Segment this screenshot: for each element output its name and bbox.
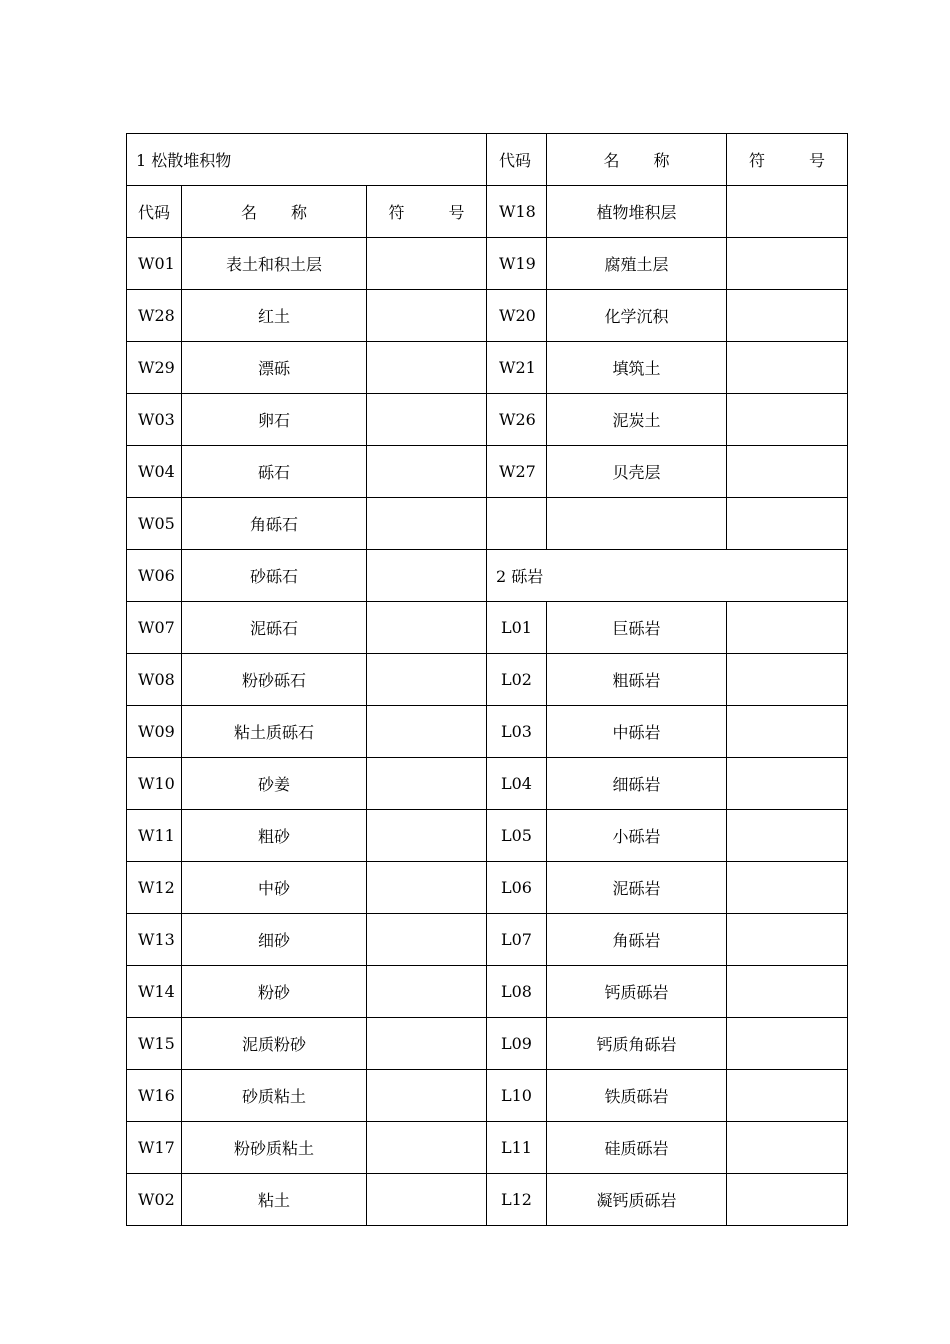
- right-name-cell: 钙质砾岩: [547, 966, 727, 1018]
- right-name-cell: 中砾岩: [547, 706, 727, 758]
- right-symbol-cell: [727, 1070, 848, 1122]
- left-name-cell: 砂质粘土: [182, 1070, 367, 1122]
- right-code-cell: L02: [487, 654, 547, 706]
- left-name-cell: 粉砂: [182, 966, 367, 1018]
- left-code-cell: W14: [127, 966, 182, 1018]
- left-symbol-cell: [367, 654, 487, 706]
- header-code-right: 代码: [487, 134, 547, 186]
- right-code-cell: L09: [487, 1018, 547, 1070]
- right-code-cell: L01: [487, 602, 547, 654]
- right-code-cell: W26: [487, 394, 547, 446]
- right-symbol-cell: [727, 914, 848, 966]
- left-name-cell: 砂砾石: [182, 550, 367, 602]
- table-row: [127, 862, 848, 914]
- right-name-cell: 细砾岩: [547, 758, 727, 810]
- left-symbol-cell: [367, 706, 487, 758]
- section-title-conglomerate: 2 砾岩: [487, 550, 848, 602]
- left-code-cell: W15: [127, 1018, 182, 1070]
- right-symbol-cell: [727, 446, 848, 498]
- lithology-code-table: [126, 133, 848, 1226]
- left-code-cell: W16: [127, 1070, 182, 1122]
- right-name-cell: 泥炭土: [547, 394, 727, 446]
- right-code-cell: W21: [487, 342, 547, 394]
- right-symbol-cell: [727, 758, 848, 810]
- left-symbol-cell: [367, 758, 487, 810]
- right-code-cell: L08: [487, 966, 547, 1018]
- right-code-cell: L05: [487, 810, 547, 862]
- header-name-right: 名 称: [547, 134, 727, 186]
- left-name-cell: 粉砂砾石: [182, 654, 367, 706]
- left-symbol-cell: [367, 1122, 487, 1174]
- left-code-cell: W04: [127, 446, 182, 498]
- right-name-cell: 泥砾岩: [547, 862, 727, 914]
- left-symbol-cell: [367, 810, 487, 862]
- right-symbol-cell: [727, 602, 848, 654]
- table-row: [127, 394, 848, 446]
- header-symbol-right: 符 号: [727, 134, 848, 186]
- table-row: [127, 602, 848, 654]
- left-code-cell: W06: [127, 550, 182, 602]
- header-name-left: 名 称: [182, 186, 367, 238]
- right-symbol-cell: [727, 186, 848, 238]
- table-row: [127, 654, 848, 706]
- right-symbol-cell: [727, 810, 848, 862]
- right-code-cell: W27: [487, 446, 547, 498]
- left-code-cell: W10: [127, 758, 182, 810]
- right-name-cell: 填筑土: [547, 342, 727, 394]
- left-symbol-cell: [367, 602, 487, 654]
- table-row: [127, 914, 848, 966]
- left-name-cell: 粉砂质粘土: [182, 1122, 367, 1174]
- right-name-cell: 硅质砾岩: [547, 1122, 727, 1174]
- table-row: [127, 1122, 848, 1174]
- left-symbol-cell: [367, 966, 487, 1018]
- left-symbol-cell: [367, 342, 487, 394]
- left-name-cell: 砾石: [182, 446, 367, 498]
- right-code-cell: L04: [487, 758, 547, 810]
- left-name-cell: 泥质粉砂: [182, 1018, 367, 1070]
- right-code-cell: W19: [487, 238, 547, 290]
- right-name-cell: 化学沉积: [547, 290, 727, 342]
- right-name-cell: 铁质砾岩: [547, 1070, 727, 1122]
- table-row: [127, 238, 848, 290]
- left-symbol-cell: [367, 1018, 487, 1070]
- table-row: [127, 706, 848, 758]
- left-symbol-cell: [367, 446, 487, 498]
- left-code-cell: W29: [127, 342, 182, 394]
- right-code-cell: W20: [487, 290, 547, 342]
- right-code-cell: L03: [487, 706, 547, 758]
- left-name-cell: 粗砂: [182, 810, 367, 862]
- left-code-cell: W09: [127, 706, 182, 758]
- right-name-cell: 贝壳层: [547, 446, 727, 498]
- right-name-cell: 小砾岩: [547, 810, 727, 862]
- table-row: [127, 186, 848, 238]
- right-symbol-cell: [727, 238, 848, 290]
- left-code-cell: W17: [127, 1122, 182, 1174]
- table-row: [127, 1018, 848, 1070]
- left-name-cell: 卵石: [182, 394, 367, 446]
- left-code-cell: W03: [127, 394, 182, 446]
- left-symbol-cell: [367, 550, 487, 602]
- left-code-cell: W05: [127, 498, 182, 550]
- left-name-cell: 粘土质砾石: [182, 706, 367, 758]
- header-symbol-left: 符 号: [367, 186, 487, 238]
- left-name-cell: 砂姜: [182, 758, 367, 810]
- right-symbol-cell: [727, 394, 848, 446]
- right-name-cell: 角砾岩: [547, 914, 727, 966]
- right-name-cell: 凝钙质砾岩: [547, 1174, 727, 1226]
- left-symbol-cell: [367, 290, 487, 342]
- right-symbol-cell: [727, 1018, 848, 1070]
- right-name-cell: 钙质角砾岩: [547, 1018, 727, 1070]
- table-row: [127, 550, 848, 602]
- table-row: [127, 134, 848, 186]
- right-name-cell: 植物堆积层: [547, 186, 727, 238]
- right-symbol-cell-empty: [727, 498, 848, 550]
- left-name-cell: 泥砾石: [182, 602, 367, 654]
- left-code-cell: W11: [127, 810, 182, 862]
- left-code-cell: W13: [127, 914, 182, 966]
- right-symbol-cell: [727, 966, 848, 1018]
- right-code-cell: W18: [487, 186, 547, 238]
- left-name-cell: 中砂: [182, 862, 367, 914]
- right-code-cell: L11: [487, 1122, 547, 1174]
- right-symbol-cell: [727, 342, 848, 394]
- right-code-cell: L06: [487, 862, 547, 914]
- right-name-cell: 粗砾岩: [547, 654, 727, 706]
- table-row: [127, 1174, 848, 1226]
- left-name-cell: 漂砾: [182, 342, 367, 394]
- left-code-cell: W07: [127, 602, 182, 654]
- right-code-cell: L10: [487, 1070, 547, 1122]
- right-code-cell: L12: [487, 1174, 547, 1226]
- right-name-cell: 巨砾岩: [547, 602, 727, 654]
- right-symbol-cell: [727, 1122, 848, 1174]
- right-symbol-cell: [727, 862, 848, 914]
- left-name-cell: 粘土: [182, 1174, 367, 1226]
- left-code-cell: W28: [127, 290, 182, 342]
- table-row: [127, 446, 848, 498]
- left-name-cell: 表土和积土层: [182, 238, 367, 290]
- right-symbol-cell: [727, 290, 848, 342]
- left-symbol-cell: [367, 498, 487, 550]
- left-symbol-cell: [367, 914, 487, 966]
- table-row: [127, 290, 848, 342]
- right-name-cell-empty: [547, 498, 727, 550]
- right-symbol-cell: [727, 706, 848, 758]
- right-symbol-cell: [727, 654, 848, 706]
- right-code-cell: L07: [487, 914, 547, 966]
- table-row: [127, 758, 848, 810]
- section-title-loose-deposits: 1 松散堆积物: [127, 134, 487, 186]
- right-code-cell-empty: [487, 498, 547, 550]
- left-name-cell: 角砾石: [182, 498, 367, 550]
- left-name-cell: 红土: [182, 290, 367, 342]
- left-code-cell: W08: [127, 654, 182, 706]
- right-symbol-cell: [727, 1174, 848, 1226]
- left-code-cell: W12: [127, 862, 182, 914]
- table-row: [127, 342, 848, 394]
- left-symbol-cell: [367, 862, 487, 914]
- left-symbol-cell: [367, 238, 487, 290]
- left-name-cell: 细砂: [182, 914, 367, 966]
- table-row: [127, 966, 848, 1018]
- left-code-cell: W02: [127, 1174, 182, 1226]
- right-name-cell: 腐殖土层: [547, 238, 727, 290]
- left-symbol-cell: [367, 394, 487, 446]
- left-symbol-cell: [367, 1070, 487, 1122]
- left-symbol-cell: [367, 1174, 487, 1226]
- table-row: [127, 498, 848, 550]
- header-code-left: 代码: [127, 186, 182, 238]
- left-code-cell: W01: [127, 238, 182, 290]
- table-row: [127, 810, 848, 862]
- table-row: [127, 1070, 848, 1122]
